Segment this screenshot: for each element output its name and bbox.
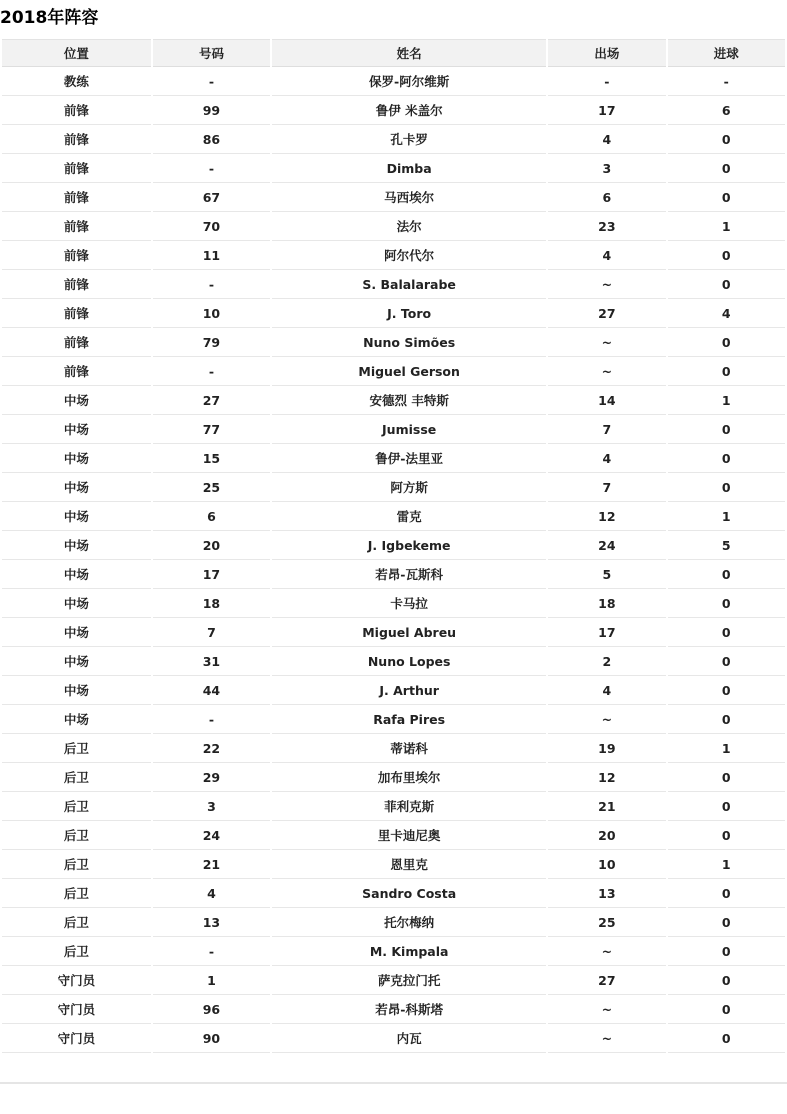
- cell-name: J. Arthur: [272, 676, 546, 705]
- cell-goals: 0: [668, 792, 785, 821]
- cell-number: 29: [153, 763, 270, 792]
- cell-number: 86: [153, 125, 270, 154]
- cell-position: 后卫: [2, 734, 151, 763]
- bottom-spacer: [0, 1084, 787, 1106]
- cell-appearances: ~: [548, 995, 665, 1024]
- cell-position: 后卫: [2, 850, 151, 879]
- cell-number: 90: [153, 1024, 270, 1053]
- cell-name: 里卡迪尼奥: [272, 821, 546, 850]
- cell-name: 若昂-瓦斯科: [272, 560, 546, 589]
- cell-appearances: ~: [548, 1024, 665, 1053]
- cell-position: 前锋: [2, 154, 151, 183]
- table-row: [2, 879, 785, 908]
- roster-table: [0, 39, 787, 1053]
- cell-name: Dimba: [272, 154, 546, 183]
- cell-appearances: 5: [548, 560, 665, 589]
- cell-goals: 0: [668, 270, 785, 299]
- cell-name: 加布里埃尔: [272, 763, 546, 792]
- table-row: [2, 589, 785, 618]
- cell-name: 恩里克: [272, 850, 546, 879]
- cell-name: 安德烈 丰特斯: [272, 386, 546, 415]
- table-row: [2, 531, 785, 560]
- cell-position: 中场: [2, 531, 151, 560]
- cell-position: 后卫: [2, 821, 151, 850]
- cell-goals: 0: [668, 908, 785, 937]
- cell-name: Miguel Gerson: [272, 357, 546, 386]
- cell-goals: 1: [668, 212, 785, 241]
- cell-appearances: 18: [548, 589, 665, 618]
- cell-appearances: 24: [548, 531, 665, 560]
- cell-name: J. Igbekeme: [272, 531, 546, 560]
- cell-number: -: [153, 937, 270, 966]
- cell-position: 后卫: [2, 763, 151, 792]
- cell-number: -: [153, 357, 270, 386]
- table-row: [2, 763, 785, 792]
- cell-name: 卡马拉: [272, 589, 546, 618]
- cell-number: 31: [153, 647, 270, 676]
- cell-appearances: 12: [548, 502, 665, 531]
- cell-number: -: [153, 67, 270, 96]
- table-row: [2, 212, 785, 241]
- cell-name: Jumisse: [272, 415, 546, 444]
- page-title: 2018年阵容: [0, 8, 99, 28]
- cell-number: 27: [153, 386, 270, 415]
- table-row: [2, 850, 785, 879]
- table-row: [2, 560, 785, 589]
- table-row: [2, 1024, 785, 1053]
- cell-position: 守门员: [2, 1024, 151, 1053]
- cell-number: 18: [153, 589, 270, 618]
- cell-position: 中场: [2, 705, 151, 734]
- cell-number: 67: [153, 183, 270, 212]
- cell-appearances: 4: [548, 125, 665, 154]
- cell-name: 若昂-科斯塔: [272, 995, 546, 1024]
- cell-name: 鲁伊-法里亚: [272, 444, 546, 473]
- column-header-goals: 进球: [668, 39, 785, 67]
- cell-number: 99: [153, 96, 270, 125]
- table-row: [2, 328, 785, 357]
- cell-position: 守门员: [2, 995, 151, 1024]
- cell-number: 96: [153, 995, 270, 1024]
- cell-position: 前锋: [2, 299, 151, 328]
- cell-name: 阿方斯: [272, 473, 546, 502]
- cell-goals: 0: [668, 937, 785, 966]
- cell-position: 中场: [2, 415, 151, 444]
- cell-name: J. Toro: [272, 299, 546, 328]
- cell-position: 后卫: [2, 937, 151, 966]
- cell-goals: 0: [668, 966, 785, 995]
- cell-goals: 0: [668, 705, 785, 734]
- cell-goals: 1: [668, 850, 785, 879]
- cell-appearances: 17: [548, 96, 665, 125]
- table-row: [2, 734, 785, 763]
- cell-position: 前锋: [2, 183, 151, 212]
- cell-appearances: 14: [548, 386, 665, 415]
- cell-position: 中场: [2, 676, 151, 705]
- cell-appearances: 4: [548, 241, 665, 270]
- cell-name: 孔卡罗: [272, 125, 546, 154]
- cell-number: 44: [153, 676, 270, 705]
- table-row: [2, 386, 785, 415]
- cell-name: S. Balalarabe: [272, 270, 546, 299]
- cell-goals: 0: [668, 763, 785, 792]
- cell-position: 前锋: [2, 328, 151, 357]
- cell-position: 中场: [2, 502, 151, 531]
- cell-appearances: 23: [548, 212, 665, 241]
- table-row: [2, 125, 785, 154]
- cell-appearances: ~: [548, 705, 665, 734]
- cell-number: 7: [153, 618, 270, 647]
- cell-number: 10: [153, 299, 270, 328]
- cell-name: Nuno Lopes: [272, 647, 546, 676]
- cell-appearances: 27: [548, 299, 665, 328]
- cell-appearances: 20: [548, 821, 665, 850]
- cell-number: 70: [153, 212, 270, 241]
- table-row: [2, 270, 785, 299]
- cell-name: 内瓦: [272, 1024, 546, 1053]
- cell-number: 13: [153, 908, 270, 937]
- cell-goals: 6: [668, 96, 785, 125]
- cell-appearances: 4: [548, 444, 665, 473]
- cell-appearances: ~: [548, 328, 665, 357]
- cell-goals: 0: [668, 328, 785, 357]
- cell-name: 萨克拉门托: [272, 966, 546, 995]
- table-row: [2, 357, 785, 386]
- cell-position: 教练: [2, 67, 151, 96]
- table-row: [2, 299, 785, 328]
- cell-goals: 0: [668, 647, 785, 676]
- cell-name: 保罗-阿尔维斯: [272, 67, 546, 96]
- table-row: [2, 647, 785, 676]
- cell-position: 中场: [2, 444, 151, 473]
- cell-appearances: 3: [548, 154, 665, 183]
- cell-position: 中场: [2, 386, 151, 415]
- cell-position: 中场: [2, 589, 151, 618]
- cell-appearances: 13: [548, 879, 665, 908]
- table-row: [2, 502, 785, 531]
- cell-goals: 0: [668, 879, 785, 908]
- cell-number: 15: [153, 444, 270, 473]
- cell-position: 中场: [2, 560, 151, 589]
- cell-appearances: 21: [548, 792, 665, 821]
- cell-appearances: 27: [548, 966, 665, 995]
- cell-name: 马西埃尔: [272, 183, 546, 212]
- cell-name: Miguel Abreu: [272, 618, 546, 647]
- cell-goals: 1: [668, 734, 785, 763]
- cell-name: 托尔梅纳: [272, 908, 546, 937]
- table-row: [2, 241, 785, 270]
- table-row: [2, 676, 785, 705]
- table-body: [2, 67, 785, 1053]
- cell-number: 11: [153, 241, 270, 270]
- cell-number: 77: [153, 415, 270, 444]
- cell-name: M. Kimpala: [272, 937, 546, 966]
- cell-goals: 0: [668, 676, 785, 705]
- cell-appearances: 4: [548, 676, 665, 705]
- cell-goals: 1: [668, 502, 785, 531]
- cell-position: 前锋: [2, 357, 151, 386]
- cell-name: 菲利克斯: [272, 792, 546, 821]
- table-row: [2, 966, 785, 995]
- cell-goals: 0: [668, 154, 785, 183]
- cell-position: 中场: [2, 473, 151, 502]
- cell-number: 17: [153, 560, 270, 589]
- table-row: [2, 995, 785, 1024]
- cell-number: 21: [153, 850, 270, 879]
- cell-name: 蒂诺科: [272, 734, 546, 763]
- cell-goals: -: [668, 67, 785, 96]
- cell-number: 6: [153, 502, 270, 531]
- cell-appearances: ~: [548, 357, 665, 386]
- table-row: [2, 705, 785, 734]
- cell-goals: 0: [668, 1024, 785, 1053]
- cell-appearances: 7: [548, 473, 665, 502]
- cell-position: 前锋: [2, 212, 151, 241]
- table-row: [2, 444, 785, 473]
- cell-name: Nuno Simões: [272, 328, 546, 357]
- cell-name: 鲁伊 米盖尔: [272, 96, 546, 125]
- cell-name: 雷克: [272, 502, 546, 531]
- cell-position: 前锋: [2, 96, 151, 125]
- cell-number: 22: [153, 734, 270, 763]
- cell-goals: 0: [668, 821, 785, 850]
- cell-appearances: 2: [548, 647, 665, 676]
- table-row: [2, 96, 785, 125]
- cell-name: Sandro Costa: [272, 879, 546, 908]
- cell-position: 前锋: [2, 241, 151, 270]
- cell-goals: 0: [668, 183, 785, 212]
- cell-goals: 0: [668, 444, 785, 473]
- header-row: [2, 39, 785, 67]
- table-row: [2, 792, 785, 821]
- column-header-number: 号码: [153, 39, 270, 67]
- cell-number: 3: [153, 792, 270, 821]
- table-row: [2, 473, 785, 502]
- cell-appearances: 19: [548, 734, 665, 763]
- cell-appearances: 17: [548, 618, 665, 647]
- cell-appearances: ~: [548, 270, 665, 299]
- table-row: [2, 154, 785, 183]
- cell-appearances: 25: [548, 908, 665, 937]
- table-row: [2, 618, 785, 647]
- table-row: [2, 67, 785, 96]
- cell-position: 守门员: [2, 966, 151, 995]
- cell-appearances: 12: [548, 763, 665, 792]
- cell-position: 后卫: [2, 879, 151, 908]
- cell-position: 中场: [2, 647, 151, 676]
- cell-position: 后卫: [2, 792, 151, 821]
- cell-goals: 4: [668, 299, 785, 328]
- column-header-position: 位置: [2, 39, 151, 67]
- table-row: [2, 415, 785, 444]
- cell-goals: 0: [668, 995, 785, 1024]
- cell-appearances: -: [548, 67, 665, 96]
- cell-goals: 0: [668, 125, 785, 154]
- cell-appearances: 7: [548, 415, 665, 444]
- cell-goals: 1: [668, 386, 785, 415]
- cell-number: 20: [153, 531, 270, 560]
- cell-goals: 5: [668, 531, 785, 560]
- cell-goals: 0: [668, 357, 785, 386]
- column-header-name: 姓名: [272, 39, 546, 67]
- cell-goals: 0: [668, 241, 785, 270]
- table-row: [2, 821, 785, 850]
- cell-appearances: ~: [548, 937, 665, 966]
- cell-position: 后卫: [2, 908, 151, 937]
- cell-number: 4: [153, 879, 270, 908]
- cell-name: 阿尔代尔: [272, 241, 546, 270]
- cell-number: 25: [153, 473, 270, 502]
- cell-appearances: 10: [548, 850, 665, 879]
- cell-appearances: 6: [548, 183, 665, 212]
- cell-name: Rafa Pires: [272, 705, 546, 734]
- cell-number: -: [153, 270, 270, 299]
- table-row: [2, 937, 785, 966]
- cell-number: 24: [153, 821, 270, 850]
- cell-number: -: [153, 154, 270, 183]
- cell-name: 法尔: [272, 212, 546, 241]
- cell-goals: 0: [668, 560, 785, 589]
- table-row: [2, 183, 785, 212]
- table-row: [2, 908, 785, 937]
- cell-goals: 0: [668, 589, 785, 618]
- cell-position: 前锋: [2, 125, 151, 154]
- cell-position: 前锋: [2, 270, 151, 299]
- cell-goals: 0: [668, 415, 785, 444]
- column-header-appearances: 出场: [548, 39, 665, 67]
- cell-goals: 0: [668, 473, 785, 502]
- cell-number: -: [153, 705, 270, 734]
- cell-position: 中场: [2, 618, 151, 647]
- cell-number: 79: [153, 328, 270, 357]
- cell-goals: 0: [668, 618, 785, 647]
- cell-number: 1: [153, 966, 270, 995]
